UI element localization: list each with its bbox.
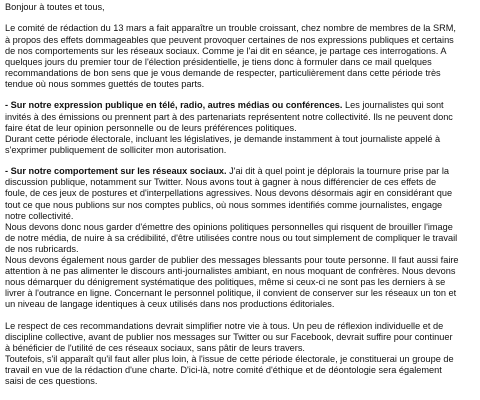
section-line: de nos rubricards. [5,243,79,254]
section-line: foule, de ces jeux de postures et d'interpellations agressives. Nous devons désormais agir en considérant que [5,188,453,199]
section-line: Nous devons donc nous garder d'émettre des opinions politiques personnelles qui risquent de brouiller l'image [5,221,453,232]
section-public-expression [5,100,476,155]
section-heading: - Sur notre comportement sur les réseaux sociaux. [5,166,227,177]
intro-line: recommandations de bon sens que je vous demande de respecter, particulièrement dans cette période très [5,67,441,78]
section-line: Nous devons également nous garder de publier des messages blessants pour toute personne. Il faut aussi faire [5,255,459,266]
section-line: livrer à l'outrance en ligne. Concernant le personnel politique, il convient de conserver sur les réseaux un ton et [5,288,457,299]
greeting-text: Bonjour à toutes et tous, [5,2,105,12]
intro-line: à propos des effets dommageables que peuvent provoquer certaines de nos expressions publiques et certains [5,34,454,45]
greeting [5,2,476,13]
intro-line: Le comité de rédaction du 13 mars a fait apparaître un trouble croissant, chez nombre de membres de la SRM, [5,23,456,34]
intro-paragraph [5,23,476,90]
section-text: Les journalistes qui sont [342,100,444,111]
section-heading: - Sur notre expression publique en télé, radio, autres médias ou conférences. [5,100,343,111]
closing-line: travail en vue de la rédaction d'une charte. D'ici-là, notre comité d'éthique et de déontologie sera également [5,365,442,376]
section-line: de notre média, de nuire à sa crédibilité, d'être utilisées contre nous ou tout simplement de compliquer le travail [5,232,458,243]
intro-line: de nos comportements sur les réseaux sociaux. Comme je l'ai dit en séance, je partage ces interrogations. A [5,45,447,56]
intro-line: quelques jours du premier tour de l'élection présidentielle, je tiens donc à formuler dans ce mail quelques [5,56,432,67]
section-text: J'ai dit à quel point je déplorais la tournure prise par la [226,166,449,177]
closing-paragraph [5,321,476,388]
intro-line: tendue où nous sommes guettés de toutes parts. [5,78,205,89]
section-line: Durant cette période électorale, incluant les législatives, je demande instamment à tout journaliste appelé à [5,133,441,144]
section-first-line [5,166,476,177]
section-social-networks [5,166,476,310]
closing-line: à bénéficier de l'utilité de ces réseaux sociaux, sans pâtir de leurs travers. [5,343,305,354]
closing-line: discipline collective, avant de publier nos messages sur Twitter ou sur Facebook, devrait suffire pour continuer [5,332,453,342]
section-line: tout ce que nous publions sur nos comptes publics, où nous sommes identifiés comme journalistes, engage [5,199,443,210]
section-line: nous démarquer du dénigrement systématique des politiques, même si ceux-ci ne sont pas les derniers à se [5,277,446,288]
section-line: s'exprimer publiquement de solliciter mon autorisation. [5,144,227,155]
closing-line: Le respect de ces recommandations devrait simplifier notre vie à tous. Un peu de réflexion individuelle et de [5,320,444,331]
section-line: un niveau de langage identiques à ceux utilisés dans nos productions éditoriales. [5,299,335,310]
section-line: invités à des émissions ou prennent part à des partenariats représentent notre collectivité. Ils ne peuvent donc [5,111,453,122]
section-line: faire état de leur opinion personnelle ou de leurs préférences politiques. [5,122,297,133]
closing-line: Toutefois, s'il apparaît qu'il faut aller plus loin, à l'issue de cette période électorale, je constituerai un groupe de [5,354,454,365]
closing-line: saisi de ces questions. [5,376,98,387]
section-line: notre collectivité. [5,210,74,221]
section-line: discussion publique, notamment sur Twitter. Nous avons tout à gagner à nous différencier de ces effets de [5,177,437,188]
section-first-line [5,100,476,111]
section-line: attention à ne pas alimenter le discours anti-journalistes ambiant, en nous moquant de confrères. Nous devons [5,266,456,277]
